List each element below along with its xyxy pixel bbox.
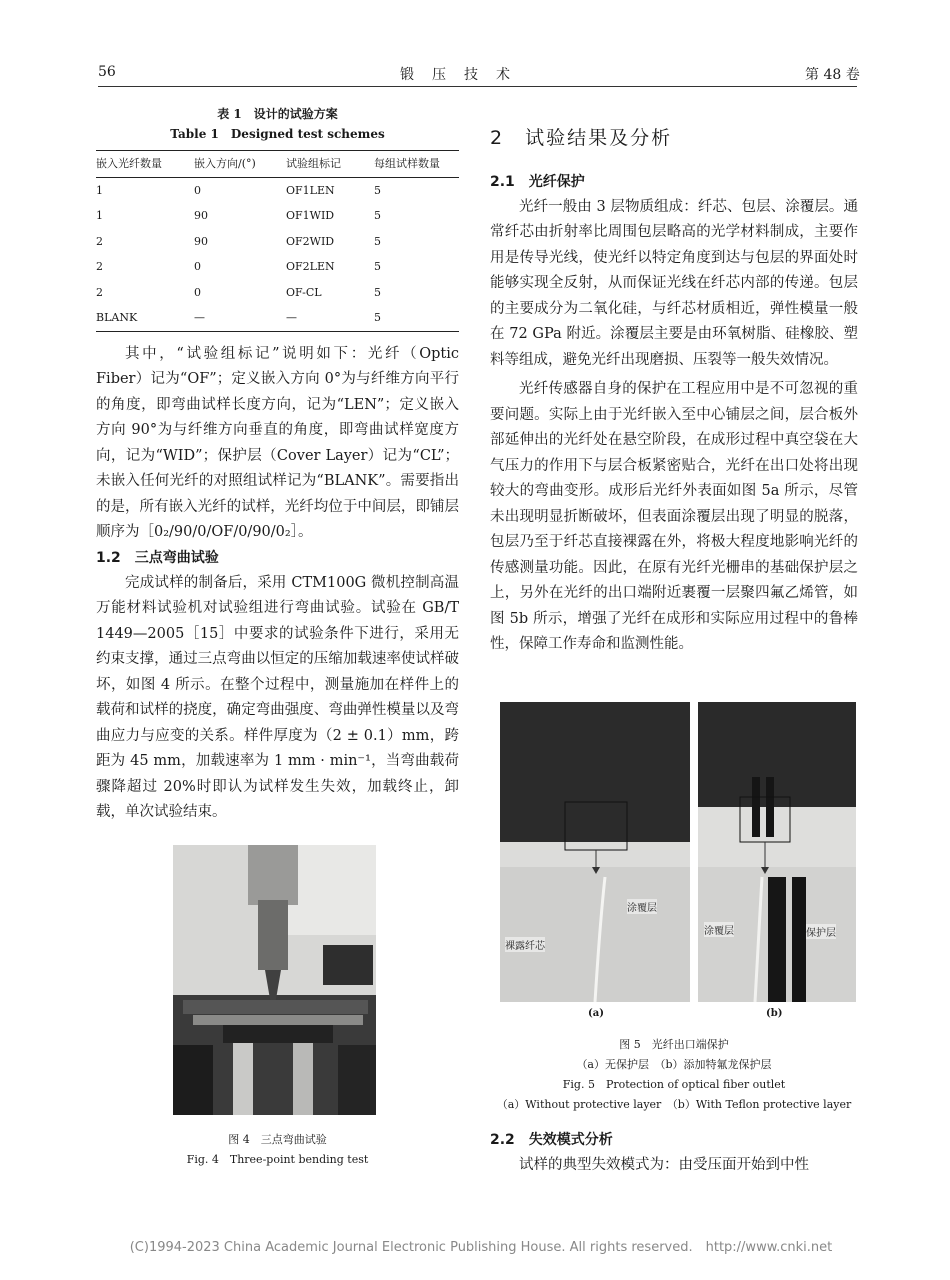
table-cell: 2 <box>96 234 103 248</box>
fig5-caption-cn-sub: （a）无保护层 （b）添加特氟龙保护层 <box>576 1058 772 1071</box>
panel-label-b: (b) <box>766 1008 783 1019</box>
table1 <box>96 150 459 332</box>
panel-label-a: (a) <box>588 1008 604 1019</box>
table-cell: 5 <box>374 305 459 331</box>
table-cell: 2 <box>96 260 103 273</box>
table1-title-en: Table 1 Designed test schemes <box>170 127 385 141</box>
table-cell: 5 <box>374 234 381 248</box>
left-column <box>96 104 459 826</box>
table-header-cell: 每组试样数量 <box>374 151 459 178</box>
right-column <box>490 126 858 658</box>
table-cell: OF1WID <box>286 209 335 222</box>
fig5-caption-en-sub: （a）Without protective layer （b）With Teflon protective layer <box>496 1098 852 1111</box>
table1-title-cn: 表 1 设计的试验方案 <box>217 107 338 121</box>
table-cell: — <box>194 305 286 331</box>
volume-label: 第 48 卷 <box>805 67 860 83</box>
table-cell: 90 <box>194 234 208 248</box>
table-header-cell: 嵌入光纤数量 <box>96 151 194 178</box>
table-row <box>96 254 459 280</box>
copyright-footer: (C)1994-2023 China Academic Journal Electronic Publishing House. All rights reserved. http://www.cnki.net <box>129 1240 833 1255</box>
table-cell: OF1LEN <box>286 183 335 197</box>
table-row <box>96 229 459 255</box>
table-cell: 1 <box>96 183 103 197</box>
label-bare-core: 裸露纤芯 <box>505 937 545 952</box>
page-number: 56 <box>98 64 116 80</box>
table-cell: OF2LEN <box>286 260 335 273</box>
table-row <box>96 203 459 229</box>
section-2-1-heading: 2.1 光纤保护 <box>490 173 585 190</box>
table-cell: 0 <box>194 285 201 299</box>
right-paragraph-2: 光纤传感器自身的保护在工程应用中是不可忽视的重要问题。实际上由于光纤嵌入至中心铺层之间，层合板外部延伸出的光纤处在悬空阶段，在成形过程中真空袋在大气压力的作用下与层合板紧密贴合，光纤在出口处将出现较大的弯曲变形。成形后光纤外表面如图 5a 所示，尽管未出现明显折断破坏，但表面涂覆层出现了明显的脱落，包层乃至于纤芯直接裸露在外，将极大程度地影响光纤的传感测量功能。因此，在原有光纤光栅串的基础保护层之上，另外在光纤的出口端附近裹覆一层聚四氟乙烯管，如图 5b 所示，增强了光纤在成形和实际应用过程中的鲁棒性，保障工作寿命和监测性能。 <box>490 381 858 652</box>
table-cell: 2 <box>96 285 103 299</box>
section-2-heading: 2 试验结果及分析 <box>490 127 673 149</box>
fig5-figure <box>500 702 856 1032</box>
table-cell: 90 <box>194 209 208 222</box>
label-coating-b: 涂覆层 <box>704 922 734 937</box>
table-cell: 5 <box>374 209 381 222</box>
table-cell: OF-CL <box>286 285 322 299</box>
table-row <box>96 305 459 331</box>
journal-title: 锻 压 技 术 <box>400 67 512 83</box>
right-column-bottom <box>490 1128 858 1179</box>
table-cell: 5 <box>374 260 381 273</box>
table-header-cell: 试验组标记 <box>286 151 374 178</box>
table-cell: BLANK <box>96 305 194 331</box>
fig5-caption-en: Fig. 5 Protection of optical fiber outlet <box>562 1078 786 1091</box>
header-rule <box>98 86 857 87</box>
table-header-row <box>96 151 459 178</box>
table-cell: 5 <box>374 183 381 197</box>
left-paragraph-2: 完成试样的制备后，采用 CTM100G 微机控制高温万能材料试验机对试验组进行弯曲试验。试验在 GB/T 1449—2005［15］中要求的试验条件下进行，采用无约束支撑，通过三点弯曲以恒定的压缩加载速率使试样破坏，如图 4 所示。在整个过程中，测量施加在样件上的载荷和试样的挠度，确定弯曲强度、弯曲弹性模量以及弯曲应力与应变的关系。样件厚度为（2 ± 0.1）mm，跨距为 45 mm，加载速率为 1 mm · min⁻¹，当弯曲载荷骤降超过 20%时即认为试样发生失效，加载终止，卸载，单次试验结束。 <box>96 574 459 820</box>
left-paragraph-1: 其中，“试验组标记”说明如下：光纤（Optic Fiber）记为“OF”；定义嵌入方向 0°为与纤维方向平行的角度，即弯曲试样长度方向，记为“LEN”；定义嵌入方向 90°为与纤维方向垂直的角度，即弯曲试样宽度方向，记为“WID”；保护层（Cover Layer）记为“CL”；未嵌入任何光纤的对照组试样记为“BLANK”。需要指出的是，所有嵌入光纤的试样，光纤均位于中间层，即铺层顺序为［0₂/90/0/OF/0/90/0₂］。 <box>96 345 459 540</box>
right-paragraph-1: 光纤一般由 3 层物质组成：纤芯、包层、涂覆层。通常纤芯由折射率比周围包层略高的光学材料制成，主要作用是传导光线，使光纤以特定角度到达与包层的界面处时能够实现全反射，从而保证光线在纤芯内部的传递。包层的主要成分为二氧化硅，与纤芯材质相近，弹性模量一般在 72 GPa 附近。涂覆层主要是由环氧树脂、硅橡胶、塑料等组成，避免光纤出现磨损、压裂等一般失效情况。 <box>490 198 858 368</box>
section-2-2-heading: 2.2 失效模式分析 <box>490 1132 613 1148</box>
fig4-photo <box>173 845 376 1115</box>
section-1-2-heading: 1.2 三点弯曲试验 <box>96 549 219 566</box>
label-protect-layer: 保护层 <box>806 924 836 939</box>
table-cell: 1 <box>96 209 103 222</box>
table-header-cell: 嵌入方向/(°) <box>194 151 286 178</box>
table-cell: 0 <box>194 260 201 273</box>
fig5-caption-cn: 图 5 光纤出口端保护 <box>619 1038 729 1051</box>
fig4-caption-cn: 图 4 三点弯曲试验 <box>228 1133 327 1146</box>
label-coating-a: 涂覆层 <box>627 899 657 914</box>
fig4-caption-en: Fig. 4 Three-point bending test <box>186 1153 369 1166</box>
table-row <box>96 280 459 306</box>
right-paragraph-3: 试样的典型失效模式为：由受压面开始到中性 <box>519 1157 809 1173</box>
table-row <box>96 177 459 203</box>
table-cell: 5 <box>374 285 381 299</box>
table-cell: — <box>286 305 374 331</box>
table-cell: OF2WID <box>286 234 335 248</box>
table-cell: 0 <box>194 183 201 197</box>
